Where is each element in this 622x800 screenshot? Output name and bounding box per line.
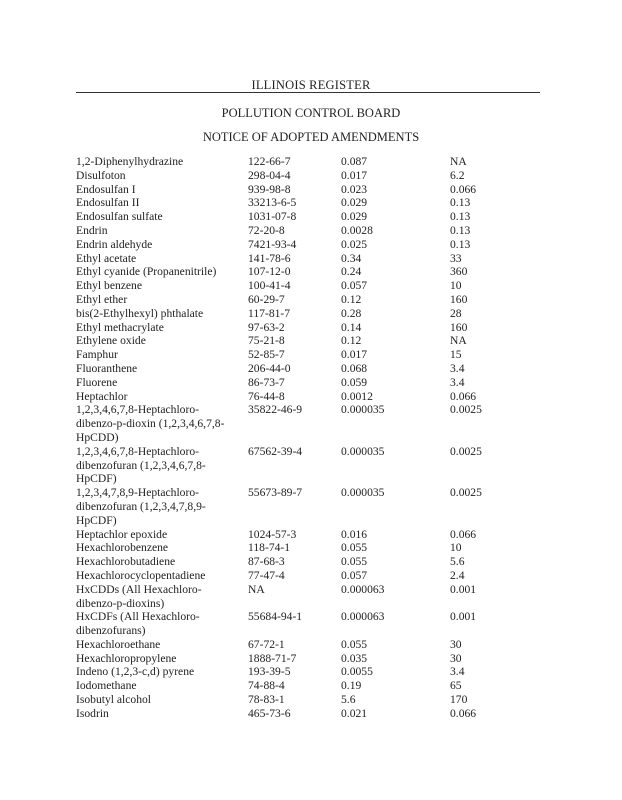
cas-number: 74-88-4 (248, 679, 285, 693)
nonwastewater-standard: 0.0025 (450, 444, 482, 458)
wastewater-standard: 0.28 (341, 306, 362, 320)
constituent-name-line: Endosulfan II (76, 196, 140, 210)
cas-number: 1031-07-8 (248, 210, 297, 224)
constituent-name-line: Fluorene (76, 375, 118, 389)
cas-number: 939-98-8 (248, 182, 291, 196)
constituent-name-line: Disulfoton (76, 168, 126, 182)
table-row (76, 348, 546, 362)
constituent-name-line: dibenzofurans) (76, 624, 146, 638)
cas-number: 1024-57-3 (248, 527, 297, 541)
constituent-name-line: Hexachloropropylene (76, 651, 177, 665)
wastewater-standard: 0.12 (341, 334, 362, 348)
constituent-name (76, 376, 248, 390)
nonwastewater-standard: 0.13 (450, 196, 471, 210)
nonwastewater-standard: 33 (450, 251, 462, 265)
wastewater-standard: 0.0028 (341, 223, 373, 237)
table-row (76, 293, 546, 307)
cas-number: 298-04-4 (248, 168, 291, 182)
table-row (76, 707, 546, 721)
table-row (76, 390, 546, 404)
constituent-name (76, 169, 248, 183)
cas-number: 76-44-8 (248, 389, 285, 403)
constituent-name (76, 362, 248, 376)
nonwastewater-standard: 5.6 (450, 555, 465, 569)
constituent-name (76, 679, 248, 693)
table-row (76, 224, 546, 238)
constituent-name-line: Endosulfan I (76, 182, 136, 196)
wastewater-standard: 0.029 (341, 196, 368, 210)
constituent-name-line: Isobutyl alcohol (76, 693, 152, 707)
wastewater-standard: 0.017 (341, 168, 368, 182)
cas-number: 52-85-7 (248, 348, 285, 362)
constituent-name (76, 348, 248, 362)
nonwastewater-standard: 30 (450, 637, 462, 651)
register-title: ILLINOIS REGISTER (251, 78, 371, 92)
table-row (76, 307, 546, 321)
table-row (76, 238, 546, 252)
wastewater-standard: 0.035 (341, 651, 368, 665)
nonwastewater-standard: 0.066 (450, 527, 477, 541)
cas-number: 33213-6-5 (248, 196, 297, 210)
table-row (76, 155, 546, 169)
constituent-name-line: Ethyl acetate (76, 251, 137, 265)
wastewater-standard: 0.025 (341, 237, 368, 251)
wastewater-standard: 0.016 (341, 527, 368, 541)
nonwastewater-standard: 0.13 (450, 223, 471, 237)
wastewater-standard: 0.12 (341, 292, 362, 306)
table-row (76, 334, 546, 348)
table-row (76, 403, 546, 444)
constituent-name-line: Hexachlorocyclopentadiene (76, 568, 206, 582)
table-row (76, 486, 546, 527)
constituent-name-line: Heptachlor (76, 389, 128, 403)
nonwastewater-standard: 0.066 (450, 389, 477, 403)
wastewater-standard: 0.023 (341, 182, 368, 196)
table-row (76, 196, 546, 210)
nonwastewater-standard: 28 (450, 306, 462, 320)
cas-number: 122-66-7 (248, 155, 291, 168)
cas-number: 86-73-7 (248, 375, 285, 389)
cas-number: 117-81-7 (248, 306, 291, 320)
table-row (76, 541, 546, 555)
nonwastewater-standard: 360 (450, 265, 468, 279)
constituent-name (76, 707, 248, 721)
constituent-name-line: Ethyl methacrylate (76, 320, 164, 334)
nonwastewater-standard: 160 (450, 292, 468, 306)
wastewater-standard: 0.000063 (341, 610, 385, 624)
nonwastewater-standard: 10 (450, 279, 462, 293)
nonwastewater-standard: 160 (450, 320, 468, 334)
wastewater-standard: 0.000035 (341, 444, 385, 458)
constituent-name (76, 252, 248, 266)
constituent-name-line: bis(2-Ethylhexyl) phthalate (76, 306, 204, 320)
constituent-name-line: Hexachlorobenzene (76, 541, 169, 555)
constituent-name-line: HxCDDs (All Hexachloro- (76, 582, 202, 596)
wastewater-standard: 0.057 (341, 279, 368, 293)
table-row (76, 555, 546, 569)
table-row (76, 321, 546, 335)
constituent-name (76, 155, 248, 169)
header-rule (76, 92, 540, 93)
wastewater-standard: 0.029 (341, 210, 368, 224)
constituent-name (76, 528, 248, 542)
cas-number: 60-29-7 (248, 292, 285, 306)
cas-number: 7421-93-4 (248, 237, 297, 251)
nonwastewater-standard: 2.4 (450, 568, 465, 582)
constituent-name (76, 445, 248, 486)
wastewater-standard: 0.000063 (341, 582, 385, 596)
notice-title: NOTICE OF ADOPTED AMENDMENTS (202, 130, 420, 144)
constituent-name (76, 390, 248, 404)
table-row (76, 279, 546, 293)
wastewater-standard: 5.6 (341, 693, 356, 707)
table-row (76, 362, 546, 376)
constituent-table (76, 155, 546, 721)
cas-number: 72-20-8 (248, 223, 285, 237)
cas-number: 107-12-0 (248, 265, 291, 279)
cas-number: 77-47-4 (248, 568, 285, 582)
wastewater-standard: 0.19 (341, 679, 362, 693)
cas-number: 1888-71-7 (248, 651, 297, 665)
cas-number: 55673-89-7 (248, 486, 303, 500)
constituent-name-line: Fluoranthene (76, 361, 138, 375)
constituent-name-line: Hexachloroethane (76, 637, 161, 651)
wastewater-standard: 0.000035 (341, 403, 385, 417)
cas-number: NA (248, 582, 265, 596)
table-row (76, 183, 546, 197)
constituent-name-line: 1,2-Diphenylhydrazine (76, 155, 184, 168)
constituent-name (76, 279, 248, 293)
constituent-name-line: 1,2,3,4,7,8,9-Heptachloro- (76, 486, 199, 500)
table-row (76, 652, 546, 666)
nonwastewater-standard: 0.0025 (450, 486, 482, 500)
wastewater-standard: 0.14 (341, 320, 362, 334)
constituent-name-line: Ethylene oxide (76, 334, 146, 348)
constituent-name (76, 196, 248, 210)
table-row (76, 210, 546, 224)
nonwastewater-standard: 30 (450, 651, 462, 665)
constituent-name (76, 321, 248, 335)
table-row (76, 693, 546, 707)
constituent-name-line: Isodrin (76, 706, 109, 720)
nonwastewater-standard: NA (450, 155, 467, 168)
nonwastewater-standard: 0.001 (450, 582, 477, 596)
constituent-name-line: Endrin (76, 223, 108, 237)
wastewater-standard: 0.057 (341, 568, 368, 582)
constituent-name-line: Endosulfan sulfate (76, 210, 163, 224)
wastewater-standard: 0.021 (341, 706, 368, 720)
constituent-name-line: 1,2,3,4,6,7,8-Heptachloro- (76, 403, 199, 417)
constituent-name (76, 583, 248, 611)
constituent-name-line: Heptachlor epoxide (76, 527, 168, 541)
wastewater-standard: 0.068 (341, 361, 368, 375)
table-row (76, 638, 546, 652)
constituent-name-line: Ethyl cyanide (Propanenitrile) (76, 265, 217, 279)
constituent-name-line: Iodomethane (76, 679, 137, 693)
cas-number: 35822-46-9 (248, 403, 303, 417)
constituent-name (76, 238, 248, 252)
nonwastewater-standard: 10 (450, 541, 462, 555)
cas-number: 87-68-3 (248, 555, 285, 569)
wastewater-standard: 0.055 (341, 541, 368, 555)
cas-number: 100-41-4 (248, 279, 291, 293)
nonwastewater-standard: 0.066 (450, 182, 477, 196)
constituent-name-line: Indeno (1,2,3-c,d) pyrene (76, 665, 195, 679)
constituent-name (76, 652, 248, 666)
constituent-name (76, 665, 248, 679)
constituent-name (76, 403, 248, 444)
constituent-name-line: dibenzofuran (1,2,3,4,6,7,8- (76, 458, 206, 472)
table-row (76, 445, 546, 486)
nonwastewater-standard: 0.0025 (450, 403, 482, 417)
wastewater-standard: 0.24 (341, 265, 362, 279)
table-row (76, 665, 546, 679)
wastewater-standard: 0.059 (341, 375, 368, 389)
table-row (76, 583, 546, 611)
wastewater-standard: 0.087 (341, 155, 368, 168)
constituent-name-line: Ethyl benzene (76, 279, 142, 293)
wastewater-standard: 0.055 (341, 555, 368, 569)
constituent-name-line: HxCDFs (All Hexachloro- (76, 610, 200, 624)
constituent-name-line: HpCDF) (76, 472, 117, 486)
wastewater-standard: 0.34 (341, 251, 362, 265)
table-row (76, 265, 546, 279)
table-row (76, 252, 546, 266)
wastewater-standard: 0.0055 (341, 665, 373, 679)
nonwastewater-standard: NA (450, 334, 467, 348)
constituent-name (76, 693, 248, 707)
nonwastewater-standard: 15 (450, 348, 462, 362)
nonwastewater-standard: 0.001 (450, 610, 477, 624)
constituent-name-line: dibenzo-p-dioxins) (76, 596, 165, 610)
constituent-name-line: dibenzofuran (1,2,3,4,7,8,9- (76, 499, 206, 513)
cas-number: 67-72-1 (248, 637, 285, 651)
nonwastewater-standard: 0.13 (450, 237, 471, 251)
constituent-name (76, 183, 248, 197)
constituent-name-line: 1,2,3,4,6,7,8-Heptachloro- (76, 444, 199, 458)
constituent-name (76, 569, 248, 583)
table-row (76, 610, 546, 638)
wastewater-standard: 0.017 (341, 348, 368, 362)
constituent-name-line: Ethyl ether (76, 292, 128, 306)
cas-number: 206-44-0 (248, 361, 291, 375)
constituent-name-line: Hexachlorobutadiene (76, 555, 176, 569)
cas-number: 193-39-5 (248, 665, 291, 679)
constituent-name (76, 293, 248, 307)
constituent-name-line: Endrin aldehyde (76, 237, 153, 251)
constituent-name (76, 610, 248, 638)
constituent-name (76, 334, 248, 348)
cas-number: 78-83-1 (248, 693, 285, 707)
table-row (76, 679, 546, 693)
wastewater-standard: 0.055 (341, 637, 368, 651)
constituent-name-line: Famphur (76, 348, 118, 362)
constituent-name-line: dibenzo-p-dioxin (1,2,3,4,6,7,8- (76, 417, 225, 431)
table-row (76, 528, 546, 542)
nonwastewater-standard: 0.066 (450, 706, 477, 720)
cas-number: 118-74-1 (248, 541, 291, 555)
board-title: POLLUTION CONTROL BOARD (221, 106, 401, 120)
wastewater-standard: 0.0012 (341, 389, 373, 403)
constituent-name (76, 486, 248, 527)
cas-number: 55684-94-1 (248, 610, 303, 624)
constituent-name (76, 638, 248, 652)
constituent-name (76, 210, 248, 224)
nonwastewater-standard: 0.13 (450, 210, 471, 224)
nonwastewater-standard: 170 (450, 693, 468, 707)
nonwastewater-standard: 3.4 (450, 375, 465, 389)
table-row (76, 376, 546, 390)
constituent-name (76, 224, 248, 238)
constituent-name-line: HpCDF) (76, 513, 117, 527)
cas-number: 97-63-2 (248, 320, 285, 334)
cas-number: 465-73-6 (248, 706, 291, 720)
constituent-name (76, 541, 248, 555)
constituent-name (76, 265, 248, 279)
table-row (76, 569, 546, 583)
nonwastewater-standard: 6.2 (450, 168, 465, 182)
cas-number: 141-78-6 (248, 251, 291, 265)
nonwastewater-standard: 65 (450, 679, 462, 693)
nonwastewater-standard: 3.4 (450, 665, 465, 679)
constituent-name (76, 307, 248, 321)
constituent-name-line: HpCDD) (76, 430, 119, 444)
cas-number: 67562-39-4 (248, 444, 303, 458)
cas-number: 75-21-8 (248, 334, 285, 348)
constituent-name (76, 555, 248, 569)
table-row (76, 169, 546, 183)
nonwastewater-standard: 3.4 (450, 361, 465, 375)
wastewater-standard: 0.000035 (341, 486, 385, 500)
